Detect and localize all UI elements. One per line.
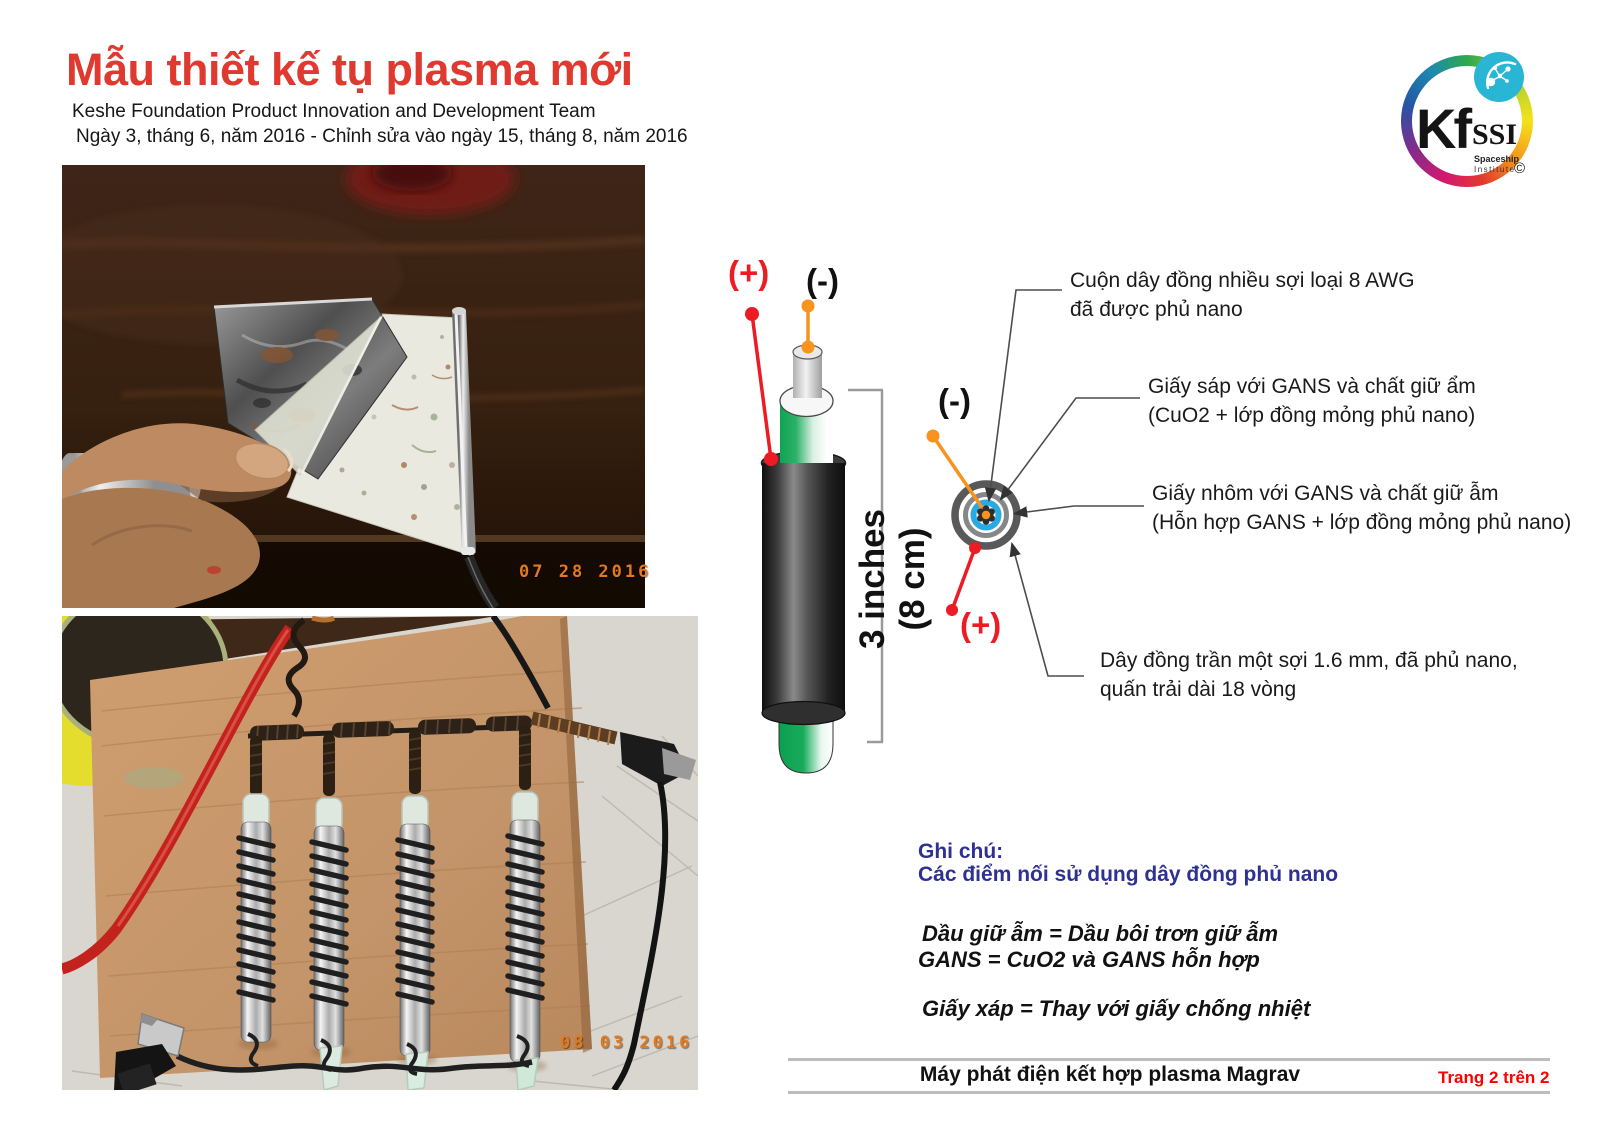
footer-page-number: Trang 2 trên 2	[1438, 1068, 1550, 1087]
footer-divider-bottom	[788, 1091, 1550, 1094]
cylinder-figure	[762, 345, 846, 773]
footer-title: Máy phát điện kết hợp plasma Magrav	[919, 1063, 1301, 1086]
notes-subheading: Các điểm nối sử dụng dây đồng phủ nano	[918, 863, 1339, 886]
page-title: Mẫu thiết kế tụ plasma mới	[66, 44, 633, 95]
note-gans: GANS = CuO2 và GANS hỗn hợp	[918, 947, 1260, 972]
page-subtitle: Keshe Foundation Product Innovation and Development Team	[72, 101, 596, 122]
photo-capacitor-array	[62, 616, 698, 1090]
dimension-label: 3 inches (8 cm)	[853, 508, 932, 650]
logo-spaceship-institute: Spaceship Institute	[1474, 154, 1520, 174]
notes-heading: Ghi chú:	[918, 840, 1004, 863]
note-oil: Dầu giữ ẫm = Dầu bôi trơn giữ ẫm	[922, 921, 1279, 946]
callout-leader-lines	[989, 290, 1144, 676]
callout-stranded-wire: Cuộn dây đồng nhiều sợi loại 8 AWG đã được phủ nano	[1070, 269, 1415, 321]
footer-divider-top	[788, 1058, 1550, 1061]
callout-wax-paper: Giấy sáp với GANS và chất giữ ẩm (CuO2 + lớp đồng mỏng phủ nano)	[1148, 375, 1476, 427]
cross-plus-label: (+)	[960, 606, 1002, 643]
logo-kf-text: Kf	[1416, 97, 1470, 160]
copyright-mark: ©	[1514, 160, 1526, 177]
logo-ssi-text: SSI	[1472, 118, 1518, 151]
callout-aluminum-paper: Giấy nhôm với GANS và chất giữ ẫm (Hỗn hợp GANS + lớp đồng mỏng phủ nano)	[1152, 482, 1572, 534]
photo-foil-layers	[62, 165, 645, 608]
page-date-line: Ngày 3, tháng 6, năm 2016 - Chỉnh sửa vào ngày 15, tháng 8, năm 2016	[76, 126, 688, 147]
photo2-timestamp: 08 03 2016	[560, 1033, 693, 1053]
cylinder-plus-label: (+)	[728, 254, 770, 291]
callout-bare-copper-wire: Dây đồng trần một sợi 1.6 mm, đã phủ nano, quấn trải dài 18 vòng	[1100, 649, 1518, 701]
plasma-molecule-icon	[1474, 52, 1524, 102]
cross-minus-label: (-)	[938, 382, 971, 419]
note-wax-paper: Giấy xáp = Thay với giấy chống nhiệt	[922, 996, 1311, 1021]
photo1-timestamp: 07 28 2016	[519, 562, 652, 582]
cylinder-minus-label: (-)	[806, 262, 839, 299]
kfssi-logo	[1398, 52, 1548, 192]
